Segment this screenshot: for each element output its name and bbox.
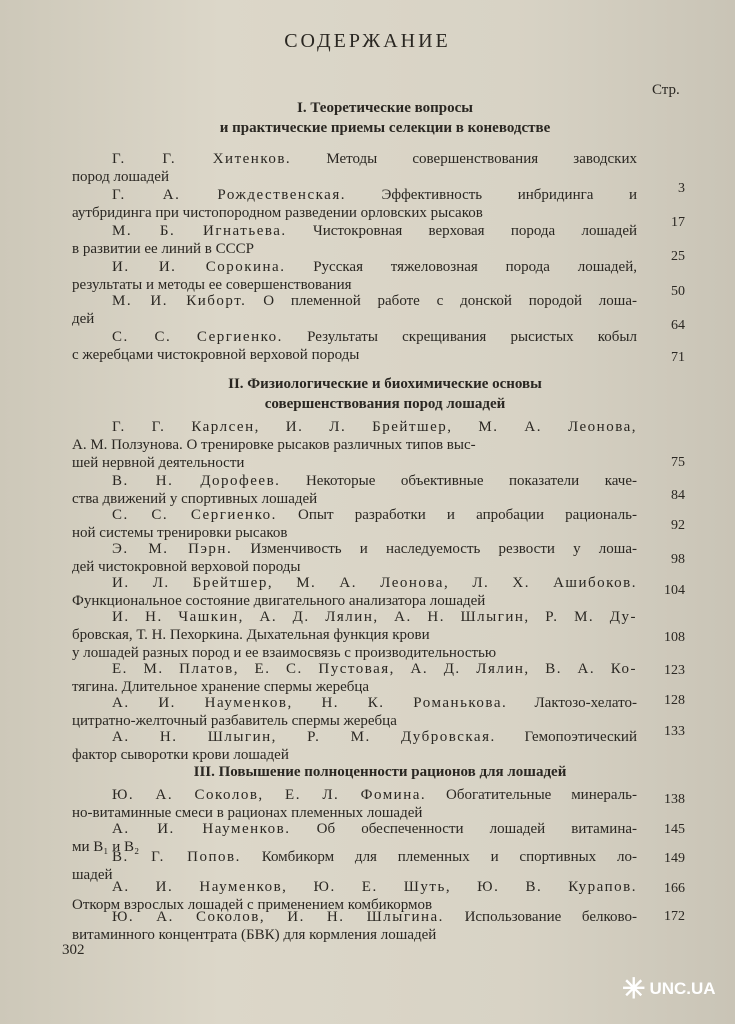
page-column-label: Стр.: [652, 82, 680, 98]
toc-entry: Е. М. Платов, Е. С. Пустовая, А. Д. Лялин, В. А. Ко- тягина. Длительное хранение спермы жеребца: [72, 661, 637, 695]
toc-entry: А. Н. Шлыгин, Р. М. Дубровская. Гемопоэтический фактор сыворотки крови лошадей: [72, 729, 637, 763]
page-number: 92: [671, 518, 685, 533]
page-number: 3: [678, 181, 685, 196]
page-number: 149: [664, 851, 685, 866]
section-2-heading-line2: совершенствования пород лошадей: [264, 396, 506, 412]
page-number: 75: [671, 455, 685, 470]
section-3-heading: III. Повышение полноценности рационов для лошадей: [193, 764, 567, 780]
page-number: 166: [664, 881, 685, 896]
toc-entry: С. С. Сергиенко. Результаты скрещивания рысистых кобыл с жеребцами чистокровной верховой породы: [72, 329, 637, 363]
page-number: 50: [671, 284, 685, 299]
toc-entry: С. С. Сергиенко. Опыт разработки и апробации рациональ- ной системы тренировки рысаков: [72, 507, 637, 541]
toc-entry: В. Н. Дорофеев. Некоторые объективные показатели каче- ства движений у спортивных лошадей: [72, 473, 637, 507]
toc-entry: Г. Г. Хитенков. Методы совершенствования заводских пород лошадей: [72, 151, 637, 185]
page-number: 84: [671, 488, 685, 503]
folio-page-number: 302: [62, 942, 85, 958]
page-number: 138: [664, 792, 685, 807]
section-2-heading-line1: II. Физиологические и биохимические основы: [228, 376, 542, 392]
toc-entry: И. Н. Чашкин, А. Д. Лялин, А. Н. Шлыгин, Р. М. Ду- бровская, Т. Н. Пехоркина. Дыхательная функция крови у лошадей разных пород и ее взаимосвязь с производительностью: [72, 609, 637, 661]
watermark: [622, 966, 732, 1012]
section-1-heading: [150, 98, 620, 138]
page-title: СОДЕРЖАНИЕ: [284, 30, 451, 52]
page-number: 25: [671, 249, 685, 264]
toc-entry: В. Г. Попов. Комбикорм для племенных и спортивных ло- шадей: [72, 849, 637, 883]
toc-entry: Э. М. Пэрн. Изменчивость и наследуемость резвости у лоша- дей чистокровной верховой породы: [72, 541, 637, 575]
page-number: 64: [671, 318, 685, 333]
page-number: 172: [664, 909, 685, 924]
snowflake-icon: ✳: [622, 973, 646, 1004]
toc-entry: А. И. Науменков, Н. К. Романькова. Лактозо-хелато- цитратно-желточный разбавитель спермы жеребца: [72, 695, 637, 729]
toc-entry: А. И. Науменков. Об обеспеченности лошадей витамина- ми B₁ и B₂: [72, 821, 637, 855]
page-number: 17: [671, 215, 685, 230]
toc-entry: Г. Г. Карлсен, И. Л. Брейтшер, М. А. Леонова, А. М. Ползунова. О тренировке рысаков различных типов выс- шей нервной деятельности: [72, 419, 637, 471]
page-number: 128: [664, 693, 685, 708]
page-number: 133: [664, 724, 685, 739]
watermark-text: UNC.UA: [649, 979, 716, 998]
toc-entry: Г. А. Рождественская. Эффективность инбридинга и аутбридинга при чистопородном разведении орловских рысаков: [72, 187, 637, 221]
toc-entry: М. Б. Игнатьева. Чистокровная верховая порода лошадей в развитии ее линий в СССР: [72, 223, 637, 257]
section-2-heading: [150, 374, 620, 414]
page-number: 145: [664, 822, 685, 837]
page-number: 98: [671, 552, 685, 567]
page-number: 104: [664, 583, 685, 598]
toc-entry: Ю. А. Соколов, Е. Л. Фомина. Обогатительные минераль- но-витаминные смеси в рационах племенных лошадей: [72, 787, 637, 821]
toc-entry: М. И. Киборт. О племенной работе с донской породой лоша- дей: [72, 293, 637, 327]
toc-entry: Ю. А. Соколов, И. Н. Шлыгина. Использование белково- витаминного концентрата (БВК) для кормления лошадей: [72, 909, 637, 943]
section-1-heading-line1: I. Теоретические вопросы: [297, 100, 473, 116]
page-number: 123: [664, 663, 685, 678]
toc-entry: А. И. Науменков, Ю. Е. Шуть, Ю. В. Курапов. Откорм взрослых лошадей с применением комбикормов: [72, 879, 637, 913]
section-1-heading-line2: и практические приемы селекции в коневодстве: [219, 120, 551, 136]
page-number: 108: [664, 630, 685, 645]
toc-entry: И. И. Сорокина. Русская тяжеловозная порода лошадей, результаты и методы ее совершенствования: [72, 259, 637, 293]
page-number: 71: [671, 350, 685, 365]
toc-entry: И. Л. Брейтшер, М. А. Леонова, Л. Х. Ашибоков. Функциональное состояние двигательного анализатора лошадей: [72, 575, 637, 609]
